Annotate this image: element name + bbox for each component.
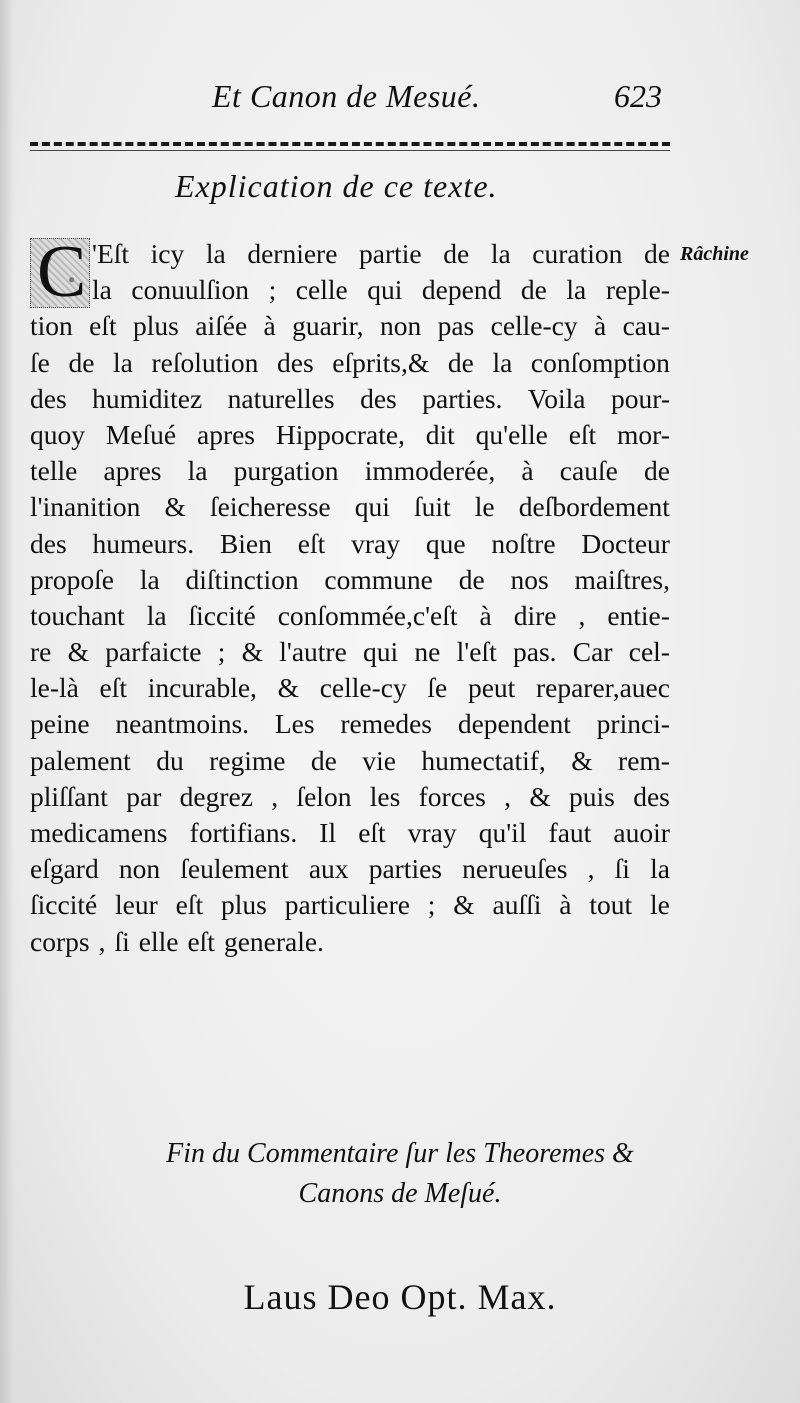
body-line: des humeurs. Bien eſt vray que noſtre Docteur — [30, 527, 670, 559]
body-line: ſiccité leur eſt plus particuliere ; & auſſi à tout le — [30, 889, 670, 921]
body-line: la conuulſion ; celle qui depend de la reple- — [92, 274, 670, 306]
running-head: Et Canon de Mesué. — [212, 78, 481, 114]
body-line: re & parfaicte ; & l'autre qui ne l'eſt pas. Car cel- — [30, 636, 670, 668]
margin-note: Râchine — [680, 243, 749, 265]
body-line: touchant la ſiccité conſommée,c'eſt à dire , entie- — [30, 599, 670, 631]
body-line: ſe de la reſolution des eſprits,& de la conſomption — [30, 346, 670, 378]
header-rule-thin — [30, 150, 670, 151]
closing-line-1: Fin du Commentaire ſur les Theoremes & — [166, 1138, 634, 1169]
laus-deo: Laus Deo Opt. Max. — [243, 1277, 557, 1317]
body-line: corps , ſi elle eſt generale. — [30, 925, 324, 957]
header-rule — [30, 142, 670, 146]
body-text — [30, 231, 670, 960]
body-line: quoy Meſué apres Hippocrate, dit qu'elle eſt mor- — [30, 418, 670, 450]
closing-line-2: Canons de Meſué. — [298, 1178, 502, 1209]
body-line: le-là eſt incurable, & celle-cy ſe peut reparer,auec — [30, 672, 670, 704]
body-line: propoſe la diſtinction commune de nos maiſtres, — [30, 563, 670, 595]
section-title: Explication de ce texte. — [175, 168, 498, 204]
body-line: telle apres la purgation immoderée, à cauſe de — [30, 455, 670, 487]
page-number: 623 — [614, 78, 662, 114]
body-line: medicamens fortifians. Il eſt vray qu'il faut auoir — [30, 817, 670, 848]
body-line: pliſſant par degrez , ſelon les forces , & puis des — [30, 780, 670, 812]
body-line: peine neantmoins. Les remedes dependent princi- — [30, 708, 670, 740]
body-line: 'Eſt icy la derniere partie de la curation de — [92, 238, 670, 269]
body-line: des humiditez naturelles des parties. Voila pour- — [30, 382, 670, 414]
body-line: palement du regime de vie humectatif, & rem- — [30, 744, 670, 776]
body-line: eſgard non ſeulement aux parties nerueuſes , ſi la — [30, 853, 670, 885]
body-line: l'inanition & ſeicheresse qui ſuit le deſbordement — [30, 491, 670, 523]
body-line: tion eſt plus aiſée à guarir, non pas celle-cy à cau- — [30, 310, 670, 342]
drop-cap-letter: C — [37, 231, 87, 313]
